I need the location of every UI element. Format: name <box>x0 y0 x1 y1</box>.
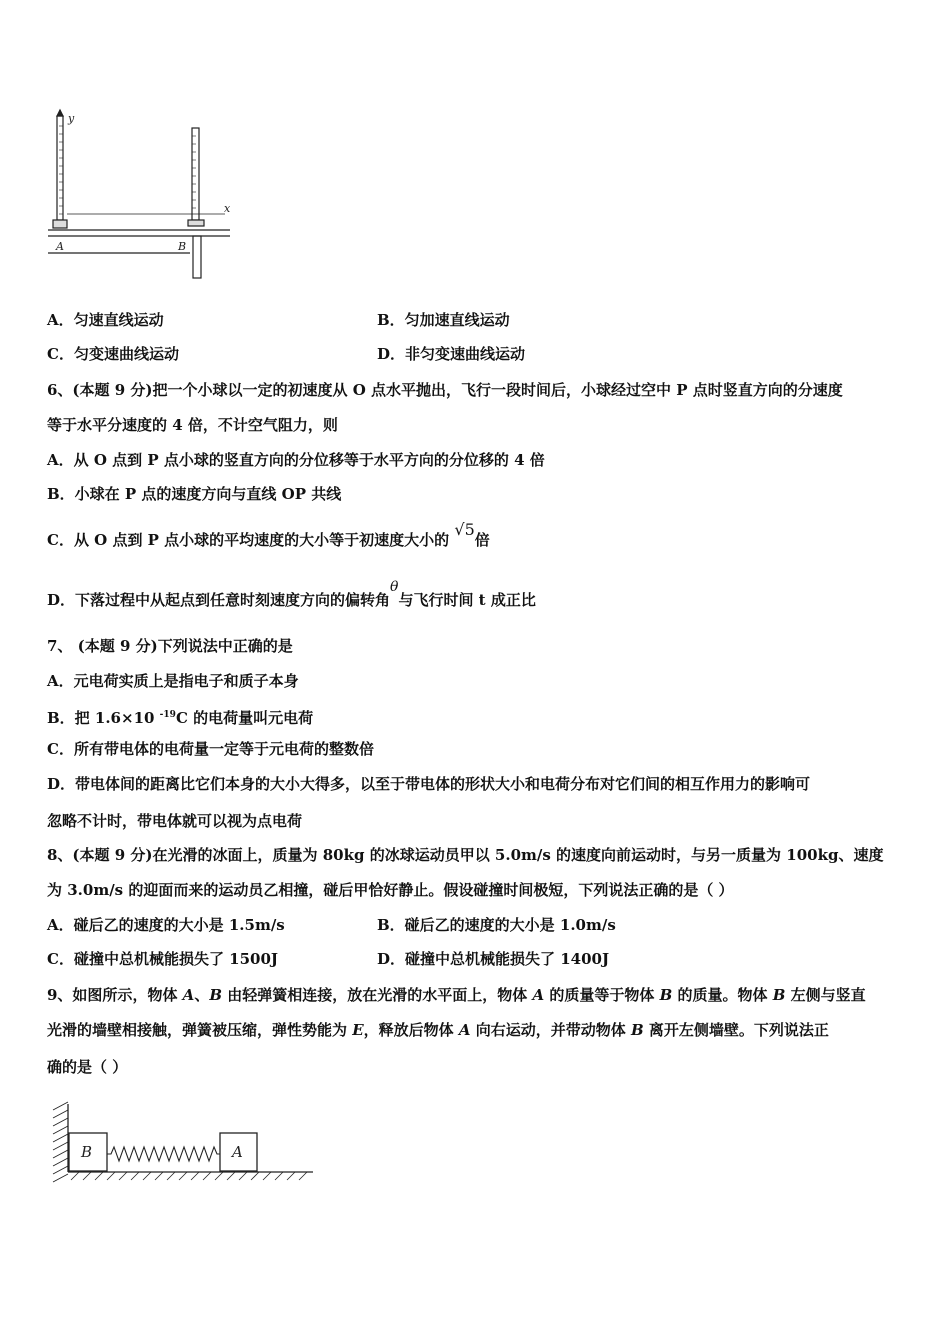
q6-option-d-text: D．下落过程中从起点到任意时刻速度方向的偏转角 <box>47 591 391 609</box>
sqrt5-symbol: √5 <box>454 520 475 539</box>
q8-option-d: D．碰撞中总机械能损失了 1400J <box>377 950 610 968</box>
q7-exponent: -19 <box>159 710 176 720</box>
x-axis-label: x <box>224 202 231 215</box>
q8-option-c: C．碰撞中总机械能损失了 1500J <box>47 950 279 968</box>
q6-option-a: A．从 O 点到 P 点小球的竖直方向的分位移等于水平方向的分位移的 4 倍 <box>47 451 545 469</box>
q7-option-b <box>47 705 313 728</box>
q9-var-b: B <box>631 1021 644 1039</box>
y-axis-label: y <box>68 112 75 125</box>
q9-text: 9、如图所示，物体 <box>47 986 183 1004</box>
q9-var-b: B <box>659 986 673 1004</box>
block-b-label: B <box>81 1143 93 1161</box>
q9-text: 的质量等于物体 <box>544 986 660 1004</box>
q6-option-d-suffix: 与飞行时间 t 成正比 <box>398 591 536 609</box>
q7-option-d-line2: 忽略不计时，带电体就可以视为点电荷 <box>47 812 303 830</box>
q9-text: ，释放后物体 <box>363 1021 459 1039</box>
q9-text: 离开左侧墙壁。下列说法正 <box>643 1021 829 1039</box>
q9-var-e: E <box>352 1021 364 1039</box>
spring-blocks-figure <box>45 1100 320 1190</box>
q8-option-b: B．碰后乙的速度的大小是 1.0m/s <box>377 916 616 934</box>
q9-stem-line3: 确的是（ ） <box>47 1058 128 1076</box>
q6-option-d <box>47 579 536 611</box>
q6-option-c <box>47 520 490 550</box>
theta-symbol: θ <box>390 579 399 595</box>
q9-var-b: B <box>209 986 223 1004</box>
q7-option-b-suffix: C 的电荷量叫元电荷 <box>175 709 314 727</box>
q5-option-d: D．非匀变速曲线运动 <box>377 345 526 363</box>
q9-stem-line1 <box>47 985 866 1005</box>
q6-option-b: B．小球在 P 点的速度方向与直线 OP 共线 <box>47 485 342 503</box>
q9-var-a: A <box>182 986 195 1004</box>
q6-stem-line1: 6、(本题 9 分)把一个小球以一定的初速度从 O 点水平抛出，飞行一段时间后，小球经过空中 P 点时竖直方向的分速度 <box>47 381 843 399</box>
q9-text: 向右运动，并带动物体 <box>470 1021 631 1039</box>
q5-option-a: A．匀速直线运动 <box>47 311 164 329</box>
q6-option-c-suffix: 倍 <box>474 531 490 549</box>
q8-stem-line2: 为 3.0m/s 的迎面而来的运动员乙相撞，碰后甲恰好静止。假设碰撞时间极短，下列说法正确的是（ ） <box>47 881 734 899</box>
q9-text: 的质量。物体 <box>672 986 773 1004</box>
point-a-label: A <box>56 240 64 253</box>
q9-stem-line2 <box>47 1020 829 1040</box>
q9-var-b: B <box>772 986 786 1004</box>
projectile-apparatus-figure <box>40 108 240 283</box>
q9-text: 左侧与竖直 <box>785 986 866 1004</box>
q6-stem-line2: 等于水平分速度的 4 倍，不计空气阻力，则 <box>47 416 338 434</box>
q7-option-d-line1: D．带电体间的距离比它们本身的大小大得多，以至于带电体的形状大小和电荷分布对它们间的相互作用力的影响可 <box>47 775 811 793</box>
q6-option-c-text: C．从 O 点到 P 点小球的平均速度的大小等于初速度大小的 <box>47 531 455 549</box>
q5-option-b: B．匀加速直线运动 <box>377 311 510 329</box>
q7-option-b-text: B．把 1.6×10 <box>47 709 160 727</box>
point-b-label: B <box>178 240 187 253</box>
q9-var-a: A <box>458 1021 471 1039</box>
q9-var-a: A <box>532 986 545 1004</box>
q9-text: 、 <box>194 986 210 1004</box>
q9-text: 光滑的墙壁相接触，弹簧被压缩，弹性势能为 <box>47 1021 353 1039</box>
q7-option-a: A．元电荷实质上是指电子和质子本身 <box>47 672 299 690</box>
q8-stem-line1: 8、(本题 9 分)在光滑的冰面上，质量为 80kg 的冰球运动员甲以 5.0m/s 的速度向前运动时，与另一质量为 100kg、速度 <box>47 846 884 864</box>
q7-stem: 7、 (本题 9 分)下列说法中正确的是 <box>47 637 293 655</box>
block-a-label: A <box>232 1143 243 1161</box>
q9-text: 由轻弹簧相连接，放在光滑的水平面上，物体 <box>222 986 533 1004</box>
q8-option-a: A．碰后乙的速度的大小是 1.5m/s <box>47 916 285 934</box>
q5-option-c: C．匀变速曲线运动 <box>47 345 179 363</box>
q7-option-c: C．所有带电体的电荷量一定等于元电荷的整数倍 <box>47 740 374 758</box>
